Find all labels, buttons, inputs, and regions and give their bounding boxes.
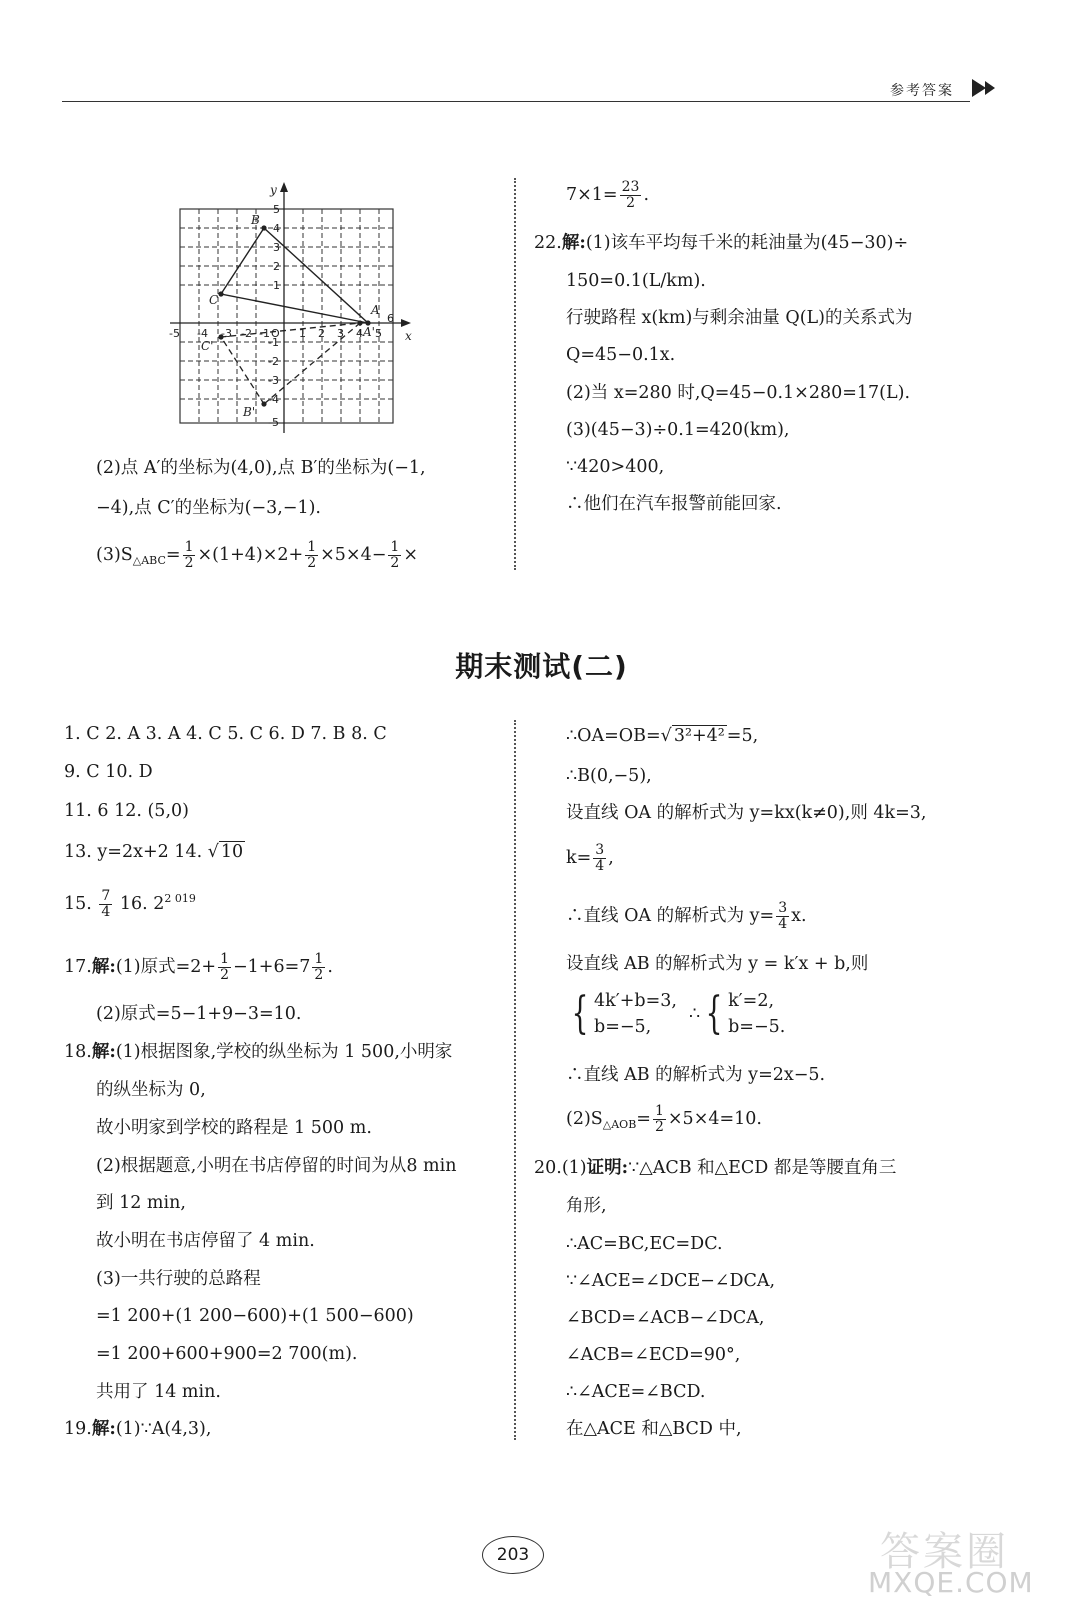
prev-q-part3-area: $(3)S_{\triangle ABC}=$ $\frac{1}{2}$ ×(1+4)×2+ $\frac{1}{2}$ ×5×4− $\frac{1}{2}$ × [96,539,418,571]
section-title: 期末测试(二) [455,650,628,683]
q19-r6: 设直线 AB 的解析式为 y = k′x + b,则 [566,954,869,974]
q19-r2: ∴B(0,−5), [566,766,652,786]
q17-line2: (2)原式=5−1+9−3=10. [96,1004,302,1024]
header-label: 参考答案 [890,83,954,99]
q19-r3: 设直线 OA 的解析式为 y=kx(k≠0),则 4k=3, [566,803,927,823]
q22-line3: 行驶路程 x(km)与剩余油量 Q(L)的关系式为 [566,308,913,328]
answers-row-3: 11. 6 12. (5,0) [64,801,189,821]
q18-line8: =1 200+(1 200−600)+(1 500−600) [96,1306,414,1326]
q19-r5: ∴直线 OA 的解析式为 y= $\frac{3}{4}$ x. [566,900,807,932]
q18-line6: 故小明在书店停留了 4 min. [96,1231,315,1251]
label-a: A [371,303,380,317]
q22-line4: Q=45−0.1x. [566,345,676,365]
q20-line3: ∴AC=BC,EC=DC. [566,1234,723,1254]
q17-line1: 17.解:(1)原式=2+ $\frac{1}{2}$ −1+6=7 $\frac{1}{2}$ . [64,951,333,983]
top-column-divider [514,178,516,570]
y-tick: -3 [268,374,279,387]
q19-line1: 19.解:(1)∵A(4,3), [64,1419,212,1439]
q18-line3: 故小明家到学校的路程是 1 500 m. [96,1118,372,1138]
y-tick: 4 [273,222,280,235]
q20-line1: 20.(1)证明:∵△ACB 和△ECD 都是等腰直角三 [534,1158,897,1178]
label-c-prime: C' [201,339,214,353]
point-a-prime [357,320,362,325]
prev-q-part2-line1: (2)点 A′的坐标为(4,0),点 B′的坐标为(−1, [96,458,426,478]
x-tick: -1 [259,327,270,340]
x-tick: 6 [387,312,394,325]
bottom-column-divider [514,720,516,1440]
q22-line8: ∴他们在汽车报警前能回家. [566,494,782,514]
page-number: 203 [482,1536,544,1574]
x-tick: 2 [318,327,325,340]
q19-r8: ∴直线 AB 的解析式为 y=2x−5. [566,1065,826,1085]
q22-line1: 22.解:(1)该车平均每千米的耗油量为(45−30)÷ [534,233,909,253]
x-tick: -4 [197,327,208,340]
y-axis-label: y [270,183,277,197]
q22-line6: (3)(45−3)÷0.1=420(km), [566,420,790,440]
header-arrow-icon [972,79,986,97]
answers-row-4: 13. y=2x+2 14. √ 10 [64,842,244,862]
q22-line7: ∵420>400, [566,457,665,477]
x-tick: 4 [356,327,363,340]
q19-r7-system: { 4k′+b=3, b=−5, ∴ { k′=2, b=−5. [571,988,786,1039]
q20-line5: ∠BCD=∠ACB−∠DCA, [566,1308,765,1328]
point-c [218,291,223,296]
watermark-logo: 答案圈 [880,1529,1009,1575]
y-tick: 5 [273,203,280,216]
q20-line7: ∴∠ACE=∠BCD. [566,1382,706,1402]
prev-q-part2-line2: −4),点 C′的坐标为(−3,−1). [96,498,321,518]
q20-line8: 在△ACE 和△BCD 中, [566,1419,742,1439]
triangle-abc [221,228,368,323]
x-tick: 1 [299,327,306,340]
point-b [261,225,266,230]
q20-line2: 角形, [566,1196,607,1216]
label-a-prime: A' [363,325,375,339]
q20-line6: ∠ACB=∠ECD=90°, [566,1345,741,1365]
label-b: B [251,213,260,227]
header-rule [62,101,970,102]
x-tick: O [271,327,280,340]
y-tick: 2 [273,260,280,273]
q18-line7: (3)一共行驶的总路程 [96,1269,261,1289]
answers-row-2: 9. C 10. D [64,762,153,782]
y-axis-arrow-icon [280,182,288,192]
x-axis-label: x [405,329,412,343]
q18-line2: 的纵坐标为 0, [96,1080,206,1100]
x-tick: 5 [375,327,382,340]
x-tick: -5 [169,327,180,340]
prev-q-area-result: 7×1= $\frac{23}{2}$ . [566,179,650,211]
q19-r1: ∴OA=OB=√ 3²+4² =5, [566,726,759,746]
x-tick: -2 [241,327,252,340]
label-c: C [209,293,219,307]
y-tick: 3 [273,241,280,254]
q18-line5: 到 12 min, [96,1193,186,1213]
q18-line9: =1 200+600+900=2 700(m). [96,1344,358,1364]
coordinate-graph [165,180,425,440]
x-axis-arrow-icon [401,319,411,327]
y-tick: -1 [268,336,279,349]
q18-line1: 18.解:(1)根据图象,学校的纵坐标为 1 500,小明家 [64,1042,453,1062]
y-tick: 1 [273,279,280,292]
header-arrow-icon-2 [985,81,995,95]
q18-line10: 共用了 14 min. [96,1382,221,1402]
q18-line4: (2)根据题意,小明在书店停留的时间为从8 min [96,1156,457,1176]
watermark-url: MXQE.COM [868,1566,1034,1599]
point-labels [201,213,380,419]
y-tick: -5 [268,416,279,429]
q19-r9: $(2)S_{\triangle AOB}=$ $\frac{1}{2}$ ×5×4=10. [566,1103,762,1135]
x-tick: 3 [337,327,344,340]
x-tick: -3 [221,327,232,340]
q20-line4: ∵∠ACE=∠DCE−∠DCA, [566,1271,776,1291]
q22-line2: 150=0.1(L/km). [566,271,706,291]
point-b-prime [261,401,266,406]
label-b-prime: B' [243,405,256,419]
y-tick: -4 [268,393,279,406]
y-tick: -2 [268,355,279,368]
answers-row-1: 1. C 2. A 3. A 4. C 5. C 6. D 7. B 8. C [64,724,387,744]
answers-row-5: 15. $\frac{7}{4}$ 16. $2^{2 019}$ [64,888,196,920]
q22-line5: (2)当 x=280 时,Q=45−0.1×280=17(L). [566,383,911,403]
q19-r4: k= $\frac{3}{4}$ , [566,842,614,874]
